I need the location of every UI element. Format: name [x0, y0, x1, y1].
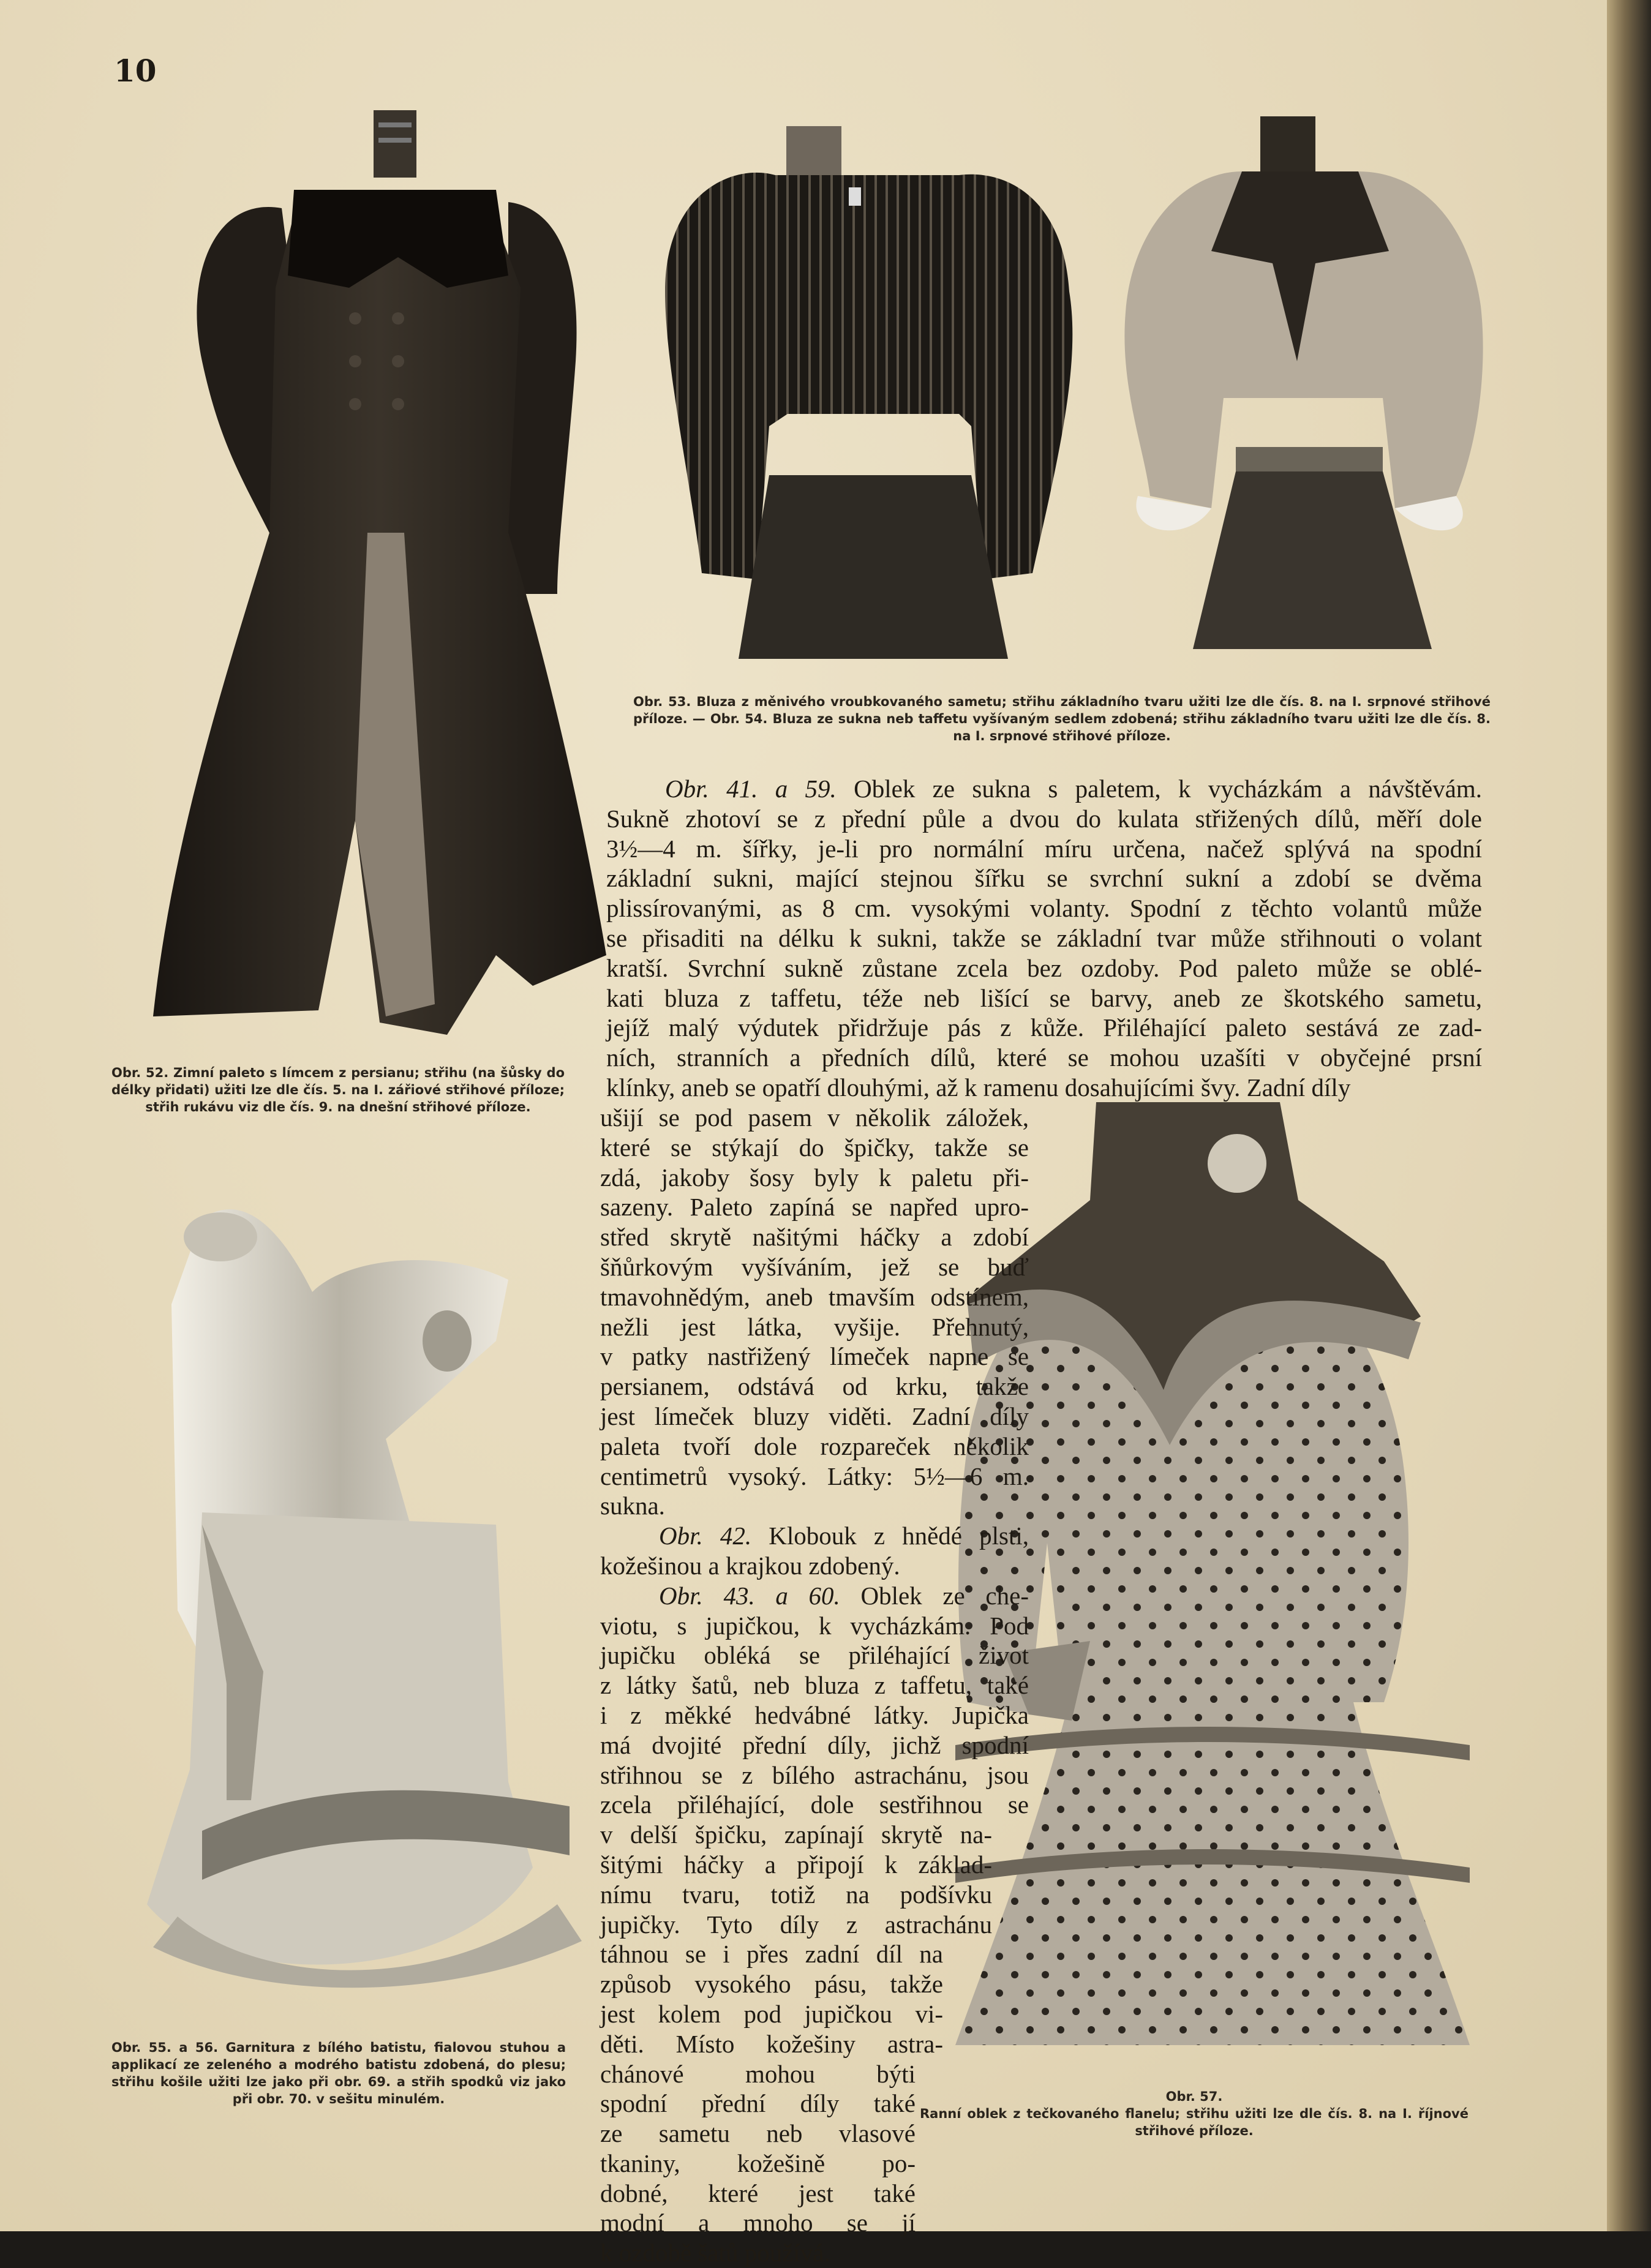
- text-line-content: v patky nastřižený límeček napne se: [600, 1342, 1029, 1371]
- text-line: [606, 834, 1482, 864]
- text-line: [600, 1581, 1029, 1611]
- text-line-content: i z měkké hedvábné látky. Jupička: [600, 1700, 1029, 1729]
- text-line: [600, 1640, 1029, 1670]
- text-line-content: Klobouk z hnědé plsti,: [751, 1522, 1029, 1550]
- text-line-content: Sukně zhotoví se z přední půle a dvou do kulata střižených dílů, měří dole: [606, 804, 1482, 833]
- text-line-content: klínky, aneb se opatří dlouhými, až k ramenu dosahujícími švy. Zadní díly: [606, 1073, 1351, 1102]
- text-line-content: jupičku obléká se přiléhající život: [600, 1641, 1029, 1670]
- illustration-yoke-blouse: [1113, 104, 1493, 649]
- text-line: [600, 1820, 992, 1850]
- text-line-content: zdá, jakoby šosy byly k paletu při-: [600, 1163, 1029, 1192]
- text-line: [606, 1013, 1482, 1043]
- text-line-content: v delší špičku, zapínají skrytě na-: [600, 1820, 992, 1849]
- text-line: [606, 893, 1482, 923]
- caption-fig52: Obr. 52. Zimní paleto s límcem z persianu; střihu (na šůsky do délky přidati) užiti lze dle čís. 5. na I. zářiové střihové příloze; střih rukávu viz dle čís. 9. na dnešní střihové příloze.: [111, 1065, 565, 1114]
- text-line: [600, 2059, 916, 2089]
- text-line: [600, 2029, 943, 2059]
- text-line-content: jest límeček bluzy viděti. Zadní díly: [600, 1402, 1029, 1430]
- illustration-batiste-garniture: [129, 1182, 594, 1996]
- text-line: [600, 1462, 1029, 1492]
- text-line: [600, 1880, 992, 1910]
- caption-fig53-54: Obr. 53. Bluza z měnivého vroubkovaného sametu; střihu základního tvaru užiti lze dle čís. 8. na I. srpnové střihové příloze. — Obr. 54. Bluza ze sukna neb taffetu vyšívaným sedlem zdobená; střihu základního tvaru užiti lze dle čís. 8. na I. srpnové střihové příloze.: [633, 694, 1491, 743]
- text-line-content: 3½—4 m. šířky, je-li pro normální míru určena, načež splývá na spodní: [606, 834, 1482, 863]
- text-line: [600, 1491, 1029, 1521]
- text-line-content: kratší. Svrchní sukně zůstane zcela bez ozdoby. Pod paleto může se oblé-: [606, 953, 1482, 982]
- text-line: [600, 2149, 916, 2179]
- figure-reference: Obr. 42.: [659, 1522, 752, 1550]
- text-line-content: Oblek ze che-: [840, 1581, 1029, 1610]
- text-line: [606, 983, 1482, 1013]
- text-line: [600, 1222, 1029, 1252]
- text-line-content: jest kolem pod jupičkou vi-: [600, 1999, 943, 2028]
- caption-fig55-56: Obr. 55. a 56. Garnitura z bílého batistu, fialovou stuhou a applikací ze zeleného a modrého batistu zdobená, do plesu; střihu košile užiti lze jako při obr. 69. a střih spodků viz jako při obr. 70. v sešitu minulém.: [111, 2040, 566, 2106]
- text-line: [606, 804, 1482, 834]
- text-line-content: Oblek ze sukna s paletem, k vycházkám a návštěvám.: [836, 775, 1482, 803]
- text-line-content: kožešinou a krajkou zdobený.: [600, 1551, 900, 1580]
- text-line-content: šitými háčky a připojí k základ-: [600, 1850, 992, 1879]
- text-line-content: persianem, odstává od krku, takže: [600, 1372, 1029, 1401]
- text-line-content: nežli jest látka, vyšije. Přehnutý,: [600, 1312, 1029, 1341]
- text-line: [600, 1999, 943, 2029]
- text-line: [600, 2089, 916, 2119]
- text-line: [600, 1910, 992, 1940]
- text-line: [606, 1073, 1482, 1103]
- text-line: [600, 1282, 1029, 1312]
- text-line-content: plissírovanými, as 8 cm. vysokými volanty. Spodní z těchto volantů může: [606, 894, 1482, 923]
- text-line-content: sukna.: [600, 1492, 665, 1520]
- text-line: [600, 1163, 1029, 1193]
- text-line: [600, 1939, 943, 1969]
- text-line: [600, 1521, 1029, 1551]
- text-line-content: zcela přiléhající, dole sestřihnou se: [600, 1790, 1029, 1819]
- text-line-content: má dvojité přední díly, jichž spodní: [600, 1730, 1029, 1759]
- text-line-content: se přisaditi na délku k sukni, takže se základní tvar může střihnouti o volant: [606, 923, 1482, 952]
- text-line: [600, 1760, 1029, 1790]
- text-line: [600, 1402, 1029, 1432]
- text-line-content: modní a mnoho se jí: [600, 2209, 916, 2237]
- text-line-content: k ozdobě šatů používá.: [600, 2239, 830, 2267]
- text-line: [600, 1432, 1029, 1462]
- figure-reference: Obr. 43. a 60.: [659, 1581, 840, 1610]
- text-line: [600, 2238, 916, 2268]
- text-line: [600, 1312, 1029, 1342]
- page-binding-edge: [1607, 0, 1651, 2231]
- text-line: [600, 1372, 1029, 1402]
- text-line: [600, 1342, 1029, 1372]
- text-line: [606, 774, 1482, 804]
- text-line-content: základní sukni, mající stejnou šířku se svrchní sukní a zdobí se dvěma: [606, 864, 1482, 893]
- text-line-content: dobné, které jest také: [600, 2179, 916, 2207]
- text-line-content: jupičky. Tyto díly z astrachánu: [600, 1910, 992, 1939]
- text-line: [600, 1969, 943, 1999]
- text-line-content: nímu tvaru, totiž na podšívku: [600, 1880, 992, 1909]
- caption-fig57-title: Obr. 57.: [1165, 2089, 1223, 2104]
- text-line: [600, 1790, 1029, 1820]
- text-line-content: chánové mohou býti: [600, 2059, 916, 2088]
- text-line: [600, 1730, 1029, 1760]
- text-line-content: tkaniny, kožešině po-: [600, 2149, 916, 2177]
- text-line-content: táhnou se i přes zadní díl na: [600, 1940, 943, 1969]
- text-line-content: jejíž malý výdutek přidržuje pás z kůže. Přiléhající paleto sestává ze zad-: [606, 1013, 1482, 1042]
- text-line: [600, 1133, 1029, 1163]
- text-line-content: z látky šatů, neb bluza z taffetu, také: [600, 1671, 1029, 1700]
- text-line: [600, 1850, 992, 1880]
- text-line-content: které se stýkají do špičky, takže se: [600, 1133, 1029, 1162]
- text-line-content: šňůrkovým vyšíváním, jež se buď: [600, 1252, 1029, 1281]
- text-line: [600, 1192, 1029, 1222]
- text-line: [600, 1252, 1029, 1282]
- article-body-column: [600, 1103, 1029, 2268]
- text-line-content: ních, stranních a předních dílů, které se mohou uzašíti v obyčejné prsní: [606, 1043, 1482, 1072]
- text-line: [600, 2179, 916, 2209]
- illustration-winter-coat: [116, 104, 606, 1035]
- text-line: [606, 923, 1482, 953]
- text-line: [606, 1043, 1482, 1073]
- text-line-content: děti. Místo kožešiny astra-: [600, 2029, 943, 2058]
- text-line: [600, 2208, 916, 2238]
- text-line-content: tmavohnědým, aneb tmavším odstínem,: [600, 1282, 1029, 1311]
- text-line-content: ušijí se pod pasem v několik záložek,: [600, 1103, 1029, 1132]
- illustration-velvet-blouse: [665, 108, 1081, 659]
- article-body: [606, 774, 1482, 1103]
- text-line-content: sazeny. Paleto zapíná se napřed upro-: [600, 1193, 1029, 1222]
- text-line-content: kati bluza z taffetu, téže neb lišící se barvy, aneb ze škotského sametu,: [606, 983, 1482, 1012]
- text-line: [600, 1700, 1029, 1730]
- page-number: 10: [114, 53, 157, 89]
- text-line: [600, 1670, 1029, 1700]
- caption-fig57: Ranní oblek z tečkovaného flanelu; střihu užiti lze dle čís. 8. na I. říjnové střihové příloze.: [920, 2106, 1469, 2138]
- figure-reference: Obr. 41. a 59.: [665, 775, 837, 803]
- text-line-content: ze sametu neb vlasové: [600, 2119, 916, 2148]
- text-line-content: centimetrů vysoký. Látky: 5½—6 m.: [600, 1462, 1029, 1490]
- text-line: [606, 953, 1482, 983]
- text-line-content: střihnou se z bílého astrachánu, jsou: [600, 1760, 1029, 1789]
- text-line: [600, 1103, 1029, 1133]
- text-line: [600, 2119, 916, 2149]
- text-line: [600, 1611, 1029, 1641]
- text-line-content: paleta tvoří dole rozpareček několik: [600, 1432, 1029, 1460]
- text-line: [606, 863, 1482, 893]
- text-line-content: viotu, s jupičkou, k vycházkám. Pod: [600, 1611, 1029, 1640]
- text-line-content: střed skrytě našitými háčky a zdobí: [600, 1223, 1029, 1252]
- text-line: [600, 1551, 1029, 1581]
- text-line-content: způsob vysokého pásu, takže: [600, 1970, 943, 1999]
- text-line-content: spodní přední díly také: [600, 2089, 916, 2118]
